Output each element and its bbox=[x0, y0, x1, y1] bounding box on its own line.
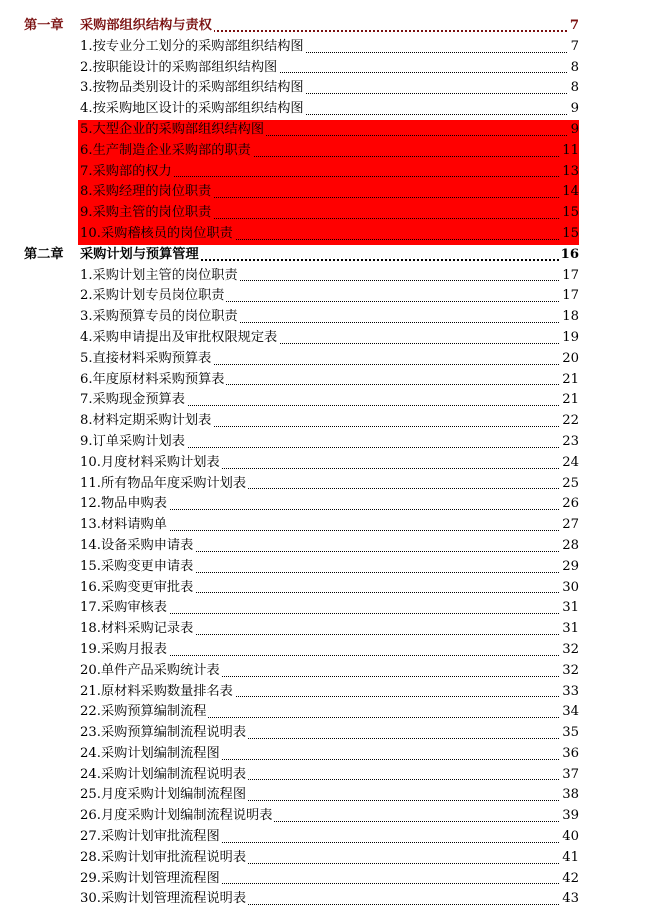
toc-entry[interactable] bbox=[0, 390, 645, 411]
toc-entry[interactable] bbox=[0, 266, 645, 287]
toc-entry-line bbox=[80, 266, 579, 287]
toc-entry-line bbox=[80, 702, 579, 723]
toc-entry-label: 29.采购计划管理流程图 bbox=[80, 869, 222, 890]
toc-entry-page-number: 28 bbox=[560, 536, 579, 557]
toc-entry-line bbox=[80, 453, 579, 474]
toc-entry[interactable] bbox=[0, 682, 645, 703]
toc-entry-label: 11.所有物品年度采购计划表 bbox=[80, 474, 248, 495]
toc-entry[interactable] bbox=[0, 702, 645, 723]
toc-entry-line bbox=[80, 58, 579, 79]
toc-entry-page-number: 35 bbox=[560, 723, 579, 744]
toc-entry-label: 22.采购预算编制流程 bbox=[80, 702, 208, 723]
toc-entry-page-number: 27 bbox=[560, 515, 579, 536]
toc-entry[interactable] bbox=[0, 578, 645, 599]
toc-entry-page-number: 18 bbox=[560, 307, 579, 328]
toc-entry-page-number: 26 bbox=[560, 494, 579, 515]
toc-entry-line bbox=[80, 37, 579, 58]
toc-entry[interactable] bbox=[0, 78, 645, 99]
toc-entry-page-number: 9 bbox=[569, 99, 579, 120]
toc-entry[interactable] bbox=[0, 182, 645, 203]
toc-entry-label: 6.年度原材料采购预算表 bbox=[80, 370, 226, 391]
toc-entry-page-number: 37 bbox=[560, 765, 579, 786]
chapter-number: 第二章 bbox=[24, 246, 64, 262]
toc-entry-page-number: 32 bbox=[560, 640, 579, 661]
toc-entry-page-number: 14 bbox=[560, 182, 579, 203]
toc-entry-page-number: 36 bbox=[560, 744, 579, 765]
toc-entry-page-number: 34 bbox=[560, 702, 579, 723]
toc-entry-line bbox=[80, 827, 579, 848]
toc-entry-label: 10.采购稽核员的岗位职责 bbox=[80, 224, 235, 245]
toc-entry[interactable] bbox=[0, 349, 645, 370]
toc-entry-line bbox=[80, 411, 579, 432]
toc-entry-page-number: 31 bbox=[560, 619, 579, 640]
chapter-page-number: 16 bbox=[559, 245, 579, 266]
toc-entry-label: 2.按职能设计的采购部组织结构图 bbox=[80, 58, 279, 79]
toc-entry-label: 28.采购计划审批流程说明表 bbox=[80, 848, 248, 869]
toc-entry[interactable] bbox=[0, 765, 645, 786]
toc-entry[interactable] bbox=[0, 120, 645, 141]
toc-entry-page-number: 7 bbox=[569, 37, 579, 58]
toc-entry-line bbox=[80, 328, 579, 349]
chapter-title: 采购计划与预算管理 bbox=[80, 245, 201, 266]
toc-entry-label: 13.材料请购单 bbox=[80, 515, 169, 536]
toc-entry-page-number: 22 bbox=[560, 411, 579, 432]
toc-entry-page-number: 20 bbox=[560, 349, 579, 370]
toc-entry[interactable] bbox=[0, 723, 645, 744]
toc-entry[interactable] bbox=[0, 806, 645, 827]
chapter-page-number: 7 bbox=[568, 16, 579, 37]
toc-entry-line bbox=[80, 723, 579, 744]
toc-entry-label: 27.采购计划审批流程图 bbox=[80, 827, 222, 848]
toc-entry[interactable] bbox=[0, 640, 645, 661]
toc-entry-line bbox=[80, 848, 579, 869]
toc-entry-label: 5.大型企业的采购部组织结构图 bbox=[80, 120, 266, 141]
toc-entry-label: 6.生产制造企业采购部的职责 bbox=[80, 141, 253, 162]
toc-entry[interactable] bbox=[0, 370, 645, 391]
toc-entry[interactable] bbox=[0, 141, 645, 162]
toc-entry-line bbox=[80, 474, 579, 495]
toc-entry-line bbox=[80, 557, 579, 578]
toc-entry[interactable] bbox=[0, 661, 645, 682]
toc-entry[interactable] bbox=[0, 99, 645, 120]
toc-entry-page-number: 19 bbox=[560, 328, 579, 349]
toc-entry[interactable] bbox=[0, 536, 645, 557]
toc-entry-page-number: 24 bbox=[560, 453, 579, 474]
toc-entry-page-number: 31 bbox=[560, 598, 579, 619]
toc-entry-line bbox=[78, 203, 579, 225]
toc-entry-label: 7.采购部的权力 bbox=[80, 162, 174, 183]
chapter-heading[interactable] bbox=[0, 245, 645, 266]
toc-entry-label: 1.采购计划主管的岗位职责 bbox=[80, 266, 240, 287]
toc-entry-line bbox=[80, 806, 579, 827]
toc-entry-line bbox=[78, 224, 579, 246]
toc-entry-page-number: 17 bbox=[560, 286, 579, 307]
toc-entry-label: 2.采购计划专员岗位职责 bbox=[80, 286, 226, 307]
toc-entry-label: 15.采购变更申请表 bbox=[80, 557, 195, 578]
toc-entry-label: 24.采购计划编制流程说明表 bbox=[80, 765, 248, 786]
toc-entry-label: 3.采购预算专员的岗位职责 bbox=[80, 307, 240, 328]
toc-entry-page-number: 32 bbox=[560, 661, 579, 682]
toc-entry[interactable] bbox=[0, 619, 645, 640]
toc-entry-line bbox=[80, 578, 579, 599]
toc-entry-page-number: 33 bbox=[560, 682, 579, 703]
toc-entry-line bbox=[80, 889, 579, 910]
toc-entry-page-number: 13 bbox=[560, 162, 579, 183]
toc-entry[interactable] bbox=[0, 889, 645, 910]
toc-entry-label: 9.订单采购计划表 bbox=[80, 432, 187, 453]
toc-entry[interactable] bbox=[0, 827, 645, 848]
toc-entry-label: 18.材料采购记录表 bbox=[80, 619, 195, 640]
toc-entry[interactable] bbox=[0, 432, 645, 453]
toc-entry[interactable] bbox=[0, 203, 645, 224]
toc-entry-line bbox=[80, 390, 579, 411]
toc-entry-line bbox=[80, 640, 579, 661]
toc-entry-label: 14.设备采购申请表 bbox=[80, 536, 195, 557]
toc-entry-page-number: 17 bbox=[560, 266, 579, 287]
toc-entry-page-number: 40 bbox=[560, 827, 579, 848]
toc-entry-page-number: 42 bbox=[560, 869, 579, 890]
toc-entry[interactable] bbox=[0, 744, 645, 765]
toc-entry-page-number: 21 bbox=[560, 390, 579, 411]
toc-entry-page-number: 43 bbox=[560, 889, 579, 910]
toc-entry-page-number: 21 bbox=[560, 370, 579, 391]
toc-entry-line bbox=[80, 785, 579, 806]
toc-entry-label: 23.采购预算编制流程说明表 bbox=[80, 723, 248, 744]
toc-entry-line bbox=[80, 494, 579, 515]
toc-entry[interactable] bbox=[0, 411, 645, 432]
toc-entry-line bbox=[80, 536, 579, 557]
toc-entry-page-number: 38 bbox=[560, 785, 579, 806]
toc-entry-label: 21.原材料采购数量排名表 bbox=[80, 682, 235, 703]
toc-entry[interactable] bbox=[0, 474, 645, 495]
toc-entry[interactable] bbox=[0, 453, 645, 474]
toc-entry-label: 10.月度材料采购计划表 bbox=[80, 453, 222, 474]
toc-entry-label: 20.单件产品采购统计表 bbox=[80, 661, 222, 682]
toc-entry[interactable] bbox=[0, 515, 645, 536]
toc-entry-label: 8.采购经理的岗位职责 bbox=[80, 182, 213, 203]
chapter-entry bbox=[80, 245, 579, 266]
toc-entry-page-number: 23 bbox=[560, 432, 579, 453]
toc-entry-label: 5.直接材料采购预算表 bbox=[80, 349, 213, 370]
toc-entry[interactable] bbox=[0, 162, 645, 183]
toc-entry-label: 19.采购月报表 bbox=[80, 640, 169, 661]
toc-entry-label: 7.采购现金预算表 bbox=[80, 390, 187, 411]
toc-entry-label: 4.按采购地区设计的采购部组织结构图 bbox=[80, 99, 306, 120]
toc-entry[interactable] bbox=[0, 286, 645, 307]
toc-entry-line bbox=[80, 370, 579, 391]
toc-entry-page-number: 29 bbox=[560, 557, 579, 578]
toc-entry-label: 12.物品申购表 bbox=[80, 494, 169, 515]
toc-entry[interactable] bbox=[0, 307, 645, 328]
toc-entry-label: 3.按物品类别设计的采购部组织结构图 bbox=[80, 78, 306, 99]
toc-entry-line bbox=[80, 619, 579, 640]
toc-entry-line bbox=[80, 744, 579, 765]
toc-entry-line bbox=[80, 598, 579, 619]
toc-entry-page-number: 15 bbox=[560, 224, 579, 245]
toc-entry-line bbox=[80, 765, 579, 786]
toc-entry-page-number: 41 bbox=[560, 848, 579, 869]
toc-entry-page-number: 8 bbox=[569, 58, 579, 79]
toc-entry[interactable] bbox=[0, 37, 645, 58]
toc-entry-page-number: 39 bbox=[560, 806, 579, 827]
toc-entry-line bbox=[80, 307, 579, 328]
toc-entry-page-number: 11 bbox=[560, 141, 579, 162]
toc-entry[interactable] bbox=[0, 848, 645, 869]
toc-entry-page-number: 25 bbox=[560, 474, 579, 495]
toc-entry-line bbox=[80, 349, 579, 370]
toc-entry-page-number: 9 bbox=[569, 120, 579, 141]
toc-entry-line bbox=[80, 661, 579, 682]
toc-entry[interactable] bbox=[0, 869, 645, 890]
toc-entry-label: 25.月度采购计划编制流程图 bbox=[80, 785, 248, 806]
toc-entry-page-number: 30 bbox=[560, 578, 579, 599]
toc-entry[interactable] bbox=[0, 328, 645, 349]
toc-entry-label: 17.采购审核表 bbox=[80, 598, 169, 619]
toc-entry-label: 30.采购计划管理流程说明表 bbox=[80, 889, 248, 910]
toc-entry[interactable] bbox=[0, 58, 645, 79]
toc-entry-page-number: 15 bbox=[560, 203, 579, 224]
toc-entry-line bbox=[78, 141, 579, 163]
toc-entry[interactable] bbox=[0, 494, 645, 515]
toc-entry[interactable] bbox=[0, 598, 645, 619]
toc-entry-line bbox=[80, 432, 579, 453]
toc-entry-line bbox=[80, 99, 579, 120]
toc-entry-label: 4.采购申请提出及审批权限规定表 bbox=[80, 328, 279, 349]
table-of-contents bbox=[0, 16, 645, 910]
toc-entry-line bbox=[78, 120, 579, 142]
toc-entry-line bbox=[80, 515, 579, 536]
toc-entry[interactable] bbox=[0, 557, 645, 578]
toc-entry-label: 9.采购主管的岗位职责 bbox=[80, 203, 213, 224]
chapter-entry bbox=[80, 16, 579, 37]
toc-entry-line bbox=[80, 869, 579, 890]
toc-entry-line bbox=[80, 286, 579, 307]
toc-entry-label: 1.按专业分工划分的采购部组织结构图 bbox=[80, 37, 306, 58]
toc-entry-label: 24.采购计划编制流程图 bbox=[80, 744, 222, 765]
toc-entry[interactable] bbox=[0, 785, 645, 806]
chapter-number: 第一章 bbox=[24, 18, 64, 33]
toc-entry-page-number: 8 bbox=[569, 78, 579, 99]
toc-entry[interactable] bbox=[0, 224, 645, 245]
chapter-title: 采购部组织结构与责权 bbox=[80, 16, 214, 37]
toc-entry-line bbox=[78, 182, 579, 204]
toc-entry-line bbox=[80, 78, 579, 99]
toc-entry-label: 16.采购变更审批表 bbox=[80, 578, 195, 599]
toc-entry-label: 8.材料定期采购计划表 bbox=[80, 411, 213, 432]
toc-entry-line bbox=[78, 162, 579, 184]
toc-entry-line bbox=[80, 682, 579, 703]
chapter-heading[interactable] bbox=[0, 16, 645, 37]
toc-entry-label: 26.月度采购计划编制流程说明表 bbox=[80, 806, 274, 827]
